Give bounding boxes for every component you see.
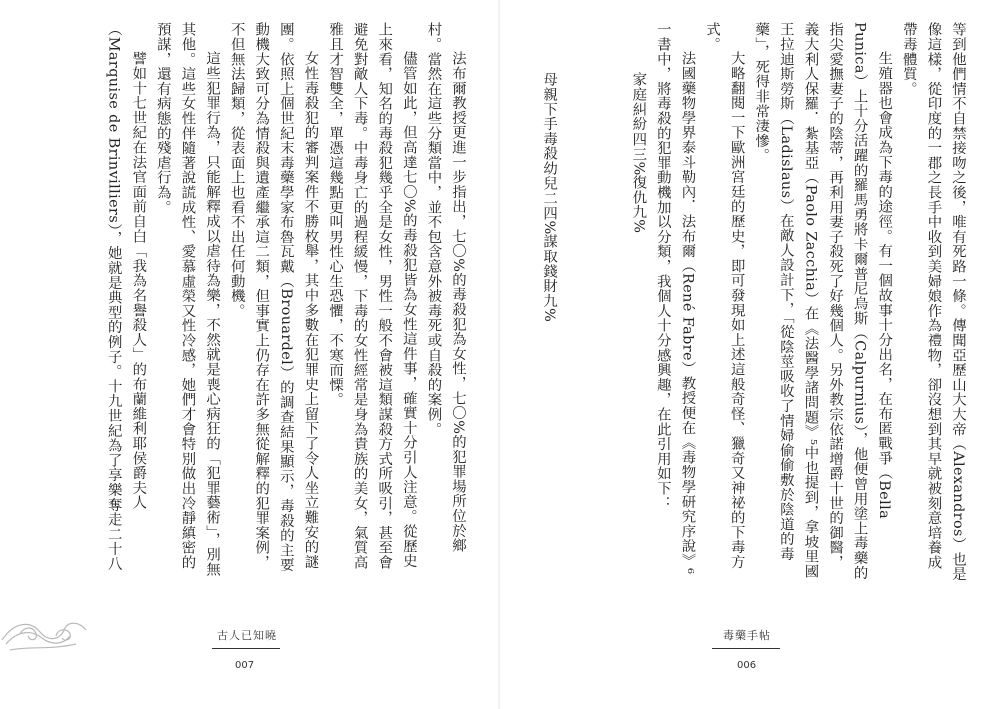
paragraph: 法國藥物學界泰斗勒內．法布爾（René Fabre）教授便在《毒物學研究序說》⁶一書中，將毒殺的犯罪動機加以分類，我個人十分感興趣，在此引用如下： <box>654 22 696 575</box>
left-page-body <box>100 22 470 582</box>
paragraph: 儘管如此，但高達七〇%的毒殺犯皆為女性這件事，確實十分引人注意。從歷史上來看，知名的毒殺犯幾乎全是女性，男性一般不會被這類謀殺方式所吸引，甚至會避免對敵人下毒。中毒身亡的過程緩慢，下毒的女性經常是身為貴族的美女，氣質高雅且才智雙全，單憑這幾點更叫男性心生恐懼，不寒而慄。 <box>327 22 417 570</box>
left-page <box>0 0 499 709</box>
footer-rule <box>712 648 780 649</box>
motive-value: 四三% <box>630 131 647 176</box>
running-header: 古人已知曉 <box>217 629 277 642</box>
motive-label: 母親下手毒殺幼兒 <box>541 72 558 191</box>
motive-label: 家庭糾紛 <box>630 72 647 132</box>
right-page <box>500 0 999 709</box>
page-number: 006 <box>737 660 757 671</box>
motive-label: 復仇 <box>630 175 647 205</box>
paragraph: 生殖器也會成為下毒的途徑。有一個故事十分出名，在布匿戰爭（Bella Punica）上十分活躍的羅馬勇將卡爾普尼烏斯（Calpurnius），他便曾用塗上毒藥的指尖愛撫妻子的陰蒂，再利用妻子殺死了好幾個人。另外教宗依諾增爵十世的御醫，義大利人保羅．紮基亞（Paolo Zacchia）在《法醫學諸問題》⁵中也提到，拿坡里國王拉迪斯勞斯（Ladislaus）在敵人設計下，「從陰莖吸收了情婦偷偷敷於陰道的毒藥」，死得非常淒慘。 <box>753 22 893 580</box>
running-header: 毒藥手帖 <box>723 629 771 642</box>
paragraph: 女性毒殺犯的審判案件不勝枚舉，其中多數在犯罪史上留下了令人坐立難安的謎團。依照上個世紀末毒藥學家布魯瓦戴（Brouardel）的調查結果顯示，毒殺的主要動機大致可分為情殺與遺產繼承這二類，但事實上仍存在許多無從解釋的犯罪案例，不但無法歸類，從表面上也看不出任何動機。 <box>228 22 319 573</box>
motive-row <box>561 72 650 582</box>
motive-label: 謀取錢財 <box>541 234 558 294</box>
right-page-body <box>530 22 970 582</box>
motive-row <box>530 72 561 582</box>
motive-value: 九% <box>630 204 647 234</box>
paragraph: 譬如十七世紀在法官面前自白「我為名譽殺人」的布蘭維利耶侯爵夫人（Marquise de Brinvilliers），她就是典型的例子。十九世紀為了享樂奪走二十八 <box>105 22 147 572</box>
motive-value: 九% <box>541 293 558 323</box>
footer-rule <box>212 648 280 649</box>
motive-value: 二四% <box>541 190 558 235</box>
page-number: 007 <box>235 660 255 671</box>
paragraph: 法布爾教授更進一步指出，七〇%的毒殺犯為女性，七〇%的犯罪場所位於鄉村。當然在這些分類當中，並不包含意外被毒死或自殺的案例。 <box>425 22 466 553</box>
paragraph: 大略翻閱一下歐洲宮廷的歷史，即可發現如上述這般奇怪、獵奇又神祕的下毒方式。 <box>704 22 745 569</box>
paragraph: 這些犯罪行為，只能解釋成以虐待為樂，不然就是喪心病狂的「犯罪藝術」，別無其他。這些女性伴隨著說謊成性、愛慕虛榮又性冷感，她們才會特別做出冷靜縝密的預謀，還有病態的殘虐行為。 <box>154 22 221 577</box>
paragraph: 等到他們情不自禁接吻之後，唯有死路一條。傳聞亞歷山大大帝（Alexandros）也是像這樣，從印度的一郡之長手中收到美婦娘作為禮物，卻沒想到其早就被刻意培養成帶毒體質。 <box>900 22 966 582</box>
flourish-ornament-icon <box>0 600 90 660</box>
